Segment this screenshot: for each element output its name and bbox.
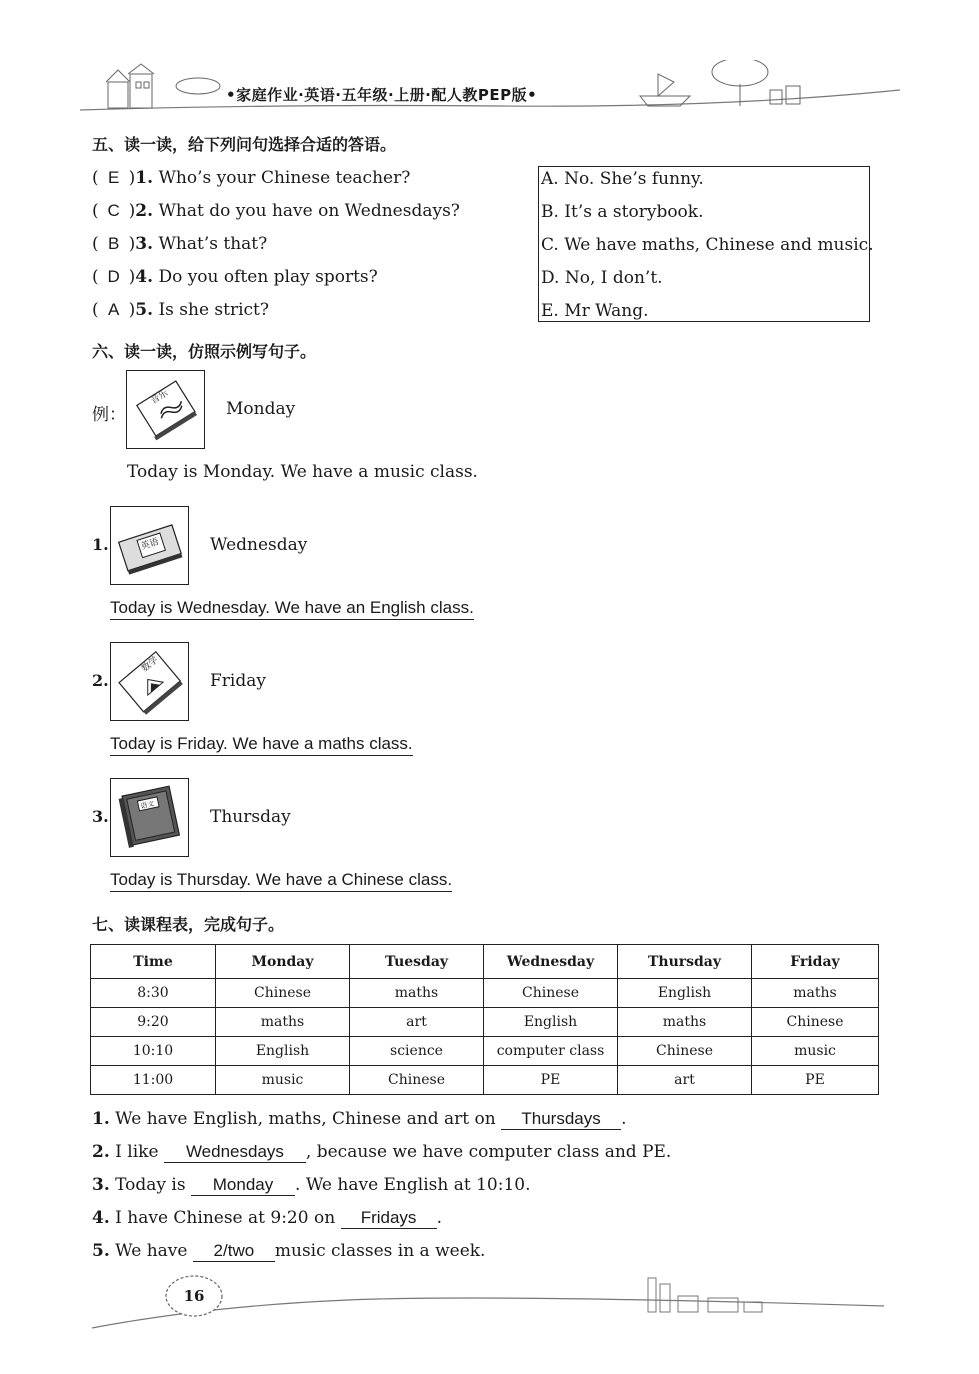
- column-header: Friday: [752, 945, 879, 979]
- table-cell: Chinese: [350, 1066, 484, 1095]
- section5-title: 五、读一读，给下列问句选择合适的答语。: [92, 135, 397, 154]
- table-cell: computer class: [484, 1037, 618, 1066]
- question-row: ( C )2. What do you have on Wednesdays?: [92, 201, 460, 221]
- table-cell: Chinese: [484, 979, 618, 1008]
- sentence-text: I have Chinese at 9:20 on: [115, 1208, 336, 1228]
- example-sentence: Today is Monday. We have a music class.: [127, 462, 478, 482]
- option-d: D. No, I don’t.: [541, 268, 663, 288]
- question-number: 3.: [135, 234, 154, 254]
- svg-text:音乐: 音乐: [149, 388, 170, 407]
- table-cell: 9:20: [91, 1008, 216, 1037]
- table-cell: maths: [618, 1008, 752, 1037]
- schedule-table: [90, 944, 879, 1095]
- column-header: Tuesday: [350, 945, 484, 979]
- fill-sentence: [92, 1208, 442, 1229]
- table-row: [91, 1008, 879, 1037]
- question-number: 5.: [135, 300, 154, 320]
- answer-blank: Thursdays: [501, 1109, 621, 1130]
- question-text: Do you often play sports?: [158, 267, 378, 287]
- table-cell: English: [216, 1037, 350, 1066]
- question-number: 2.: [135, 201, 154, 221]
- question-row: ( B )3. What’s that?: [92, 234, 268, 254]
- table-cell: 11:00: [91, 1066, 216, 1095]
- sentence-text: . We have English at 10:10.: [295, 1175, 531, 1195]
- fill-sentence: [92, 1142, 671, 1163]
- example-day: Monday: [226, 399, 296, 419]
- column-header: Wednesday: [484, 945, 618, 979]
- answer-letter: D: [107, 267, 120, 286]
- answer-letter: C: [107, 201, 120, 220]
- table-cell: 10:10: [91, 1037, 216, 1066]
- question-text: What’s that?: [158, 234, 268, 254]
- sentence-text: .: [436, 1208, 442, 1228]
- table-header-row: [91, 945, 879, 979]
- item-number: 3.: [92, 807, 109, 826]
- table-cell: Chinese: [216, 979, 350, 1008]
- music-book-picture: [126, 370, 205, 449]
- sentence-text: music classes in a week.: [274, 1241, 486, 1261]
- column-header: Monday: [216, 945, 350, 979]
- item-answer: Today is Wednesday. We have an English class.: [110, 598, 474, 620]
- question-text: Is she strict?: [158, 300, 270, 320]
- question-number: 1.: [135, 168, 154, 188]
- answer-blank: 2/two: [193, 1241, 275, 1262]
- table-cell: PE: [752, 1066, 879, 1095]
- example-label: 例：: [92, 405, 126, 425]
- item-answer: Today is Thursday. We have a Chinese class.: [110, 870, 452, 892]
- question-number: 4.: [135, 267, 154, 287]
- answer-blank: Wednesdays: [164, 1142, 306, 1163]
- chinese-book-picture: [110, 778, 189, 857]
- item-day: Friday: [210, 671, 266, 691]
- fill-sentence: [92, 1109, 626, 1130]
- table-cell: music: [752, 1037, 879, 1066]
- answer-letter: A: [107, 300, 120, 319]
- question-row: ( D )4. Do you often play sports?: [92, 267, 378, 287]
- question-row: ( E )1. Who’s your Chinese teacher?: [92, 168, 411, 188]
- question-row: ( A )5. Is she strict?: [92, 300, 270, 320]
- option-a: A. No. She’s funny.: [541, 169, 704, 189]
- table-cell: English: [618, 979, 752, 1008]
- maths-book-picture: [110, 642, 189, 721]
- book-icon: [111, 507, 188, 584]
- header-title: •家庭作业·英语·五年级·上册·配人教PEP版•: [226, 86, 538, 104]
- answer-blank: Fridays: [341, 1208, 437, 1229]
- sentence-number: 4.: [92, 1208, 110, 1228]
- table-row: [91, 1066, 879, 1095]
- svg-text:英语: 英语: [139, 537, 161, 553]
- sentence-text: We have English, maths, Chinese and art on: [115, 1109, 496, 1129]
- item-day: Wednesday: [210, 535, 308, 555]
- section7-title: 七、读课程表，完成句子。: [92, 915, 285, 934]
- answer-letter: E: [107, 168, 120, 187]
- svg-text:数学: 数学: [140, 655, 161, 675]
- answer-letter: B: [107, 234, 120, 253]
- svg-text:语文: 语文: [139, 799, 156, 811]
- item-day: Thursday: [210, 807, 291, 827]
- table-cell: art: [618, 1066, 752, 1095]
- sentence-number: 3.: [92, 1175, 110, 1195]
- sentence-number: 5.: [92, 1241, 110, 1261]
- fill-sentence: [92, 1175, 530, 1196]
- option-e: E. Mr Wang.: [541, 301, 649, 321]
- question-text: Who’s your Chinese teacher?: [158, 168, 411, 188]
- answer-blank: Monday: [191, 1175, 295, 1196]
- question-text: What do you have on Wednesdays?: [158, 201, 460, 221]
- book-icon: [127, 371, 204, 448]
- column-header: Time: [91, 945, 216, 979]
- sentence-text: We have: [115, 1241, 188, 1261]
- table-cell: 8:30: [91, 979, 216, 1008]
- table-cell: maths: [216, 1008, 350, 1037]
- book-icon: [111, 779, 188, 856]
- table-cell: English: [484, 1008, 618, 1037]
- table-cell: art: [350, 1008, 484, 1037]
- page-number: 16: [183, 1287, 205, 1305]
- sentence-number: 2.: [92, 1142, 110, 1162]
- book-icon: [111, 643, 188, 720]
- option-c: C. We have maths, Chinese and music.: [541, 235, 874, 255]
- sentence-text: .: [621, 1109, 627, 1129]
- item-number: 1.: [92, 535, 109, 554]
- sentence-number: 1.: [92, 1109, 110, 1129]
- table-row: [91, 979, 879, 1008]
- fill-sentence: [92, 1241, 485, 1262]
- column-header: Thursday: [618, 945, 752, 979]
- sentence-text: I like: [115, 1142, 159, 1162]
- option-b: B. It’s a storybook.: [541, 202, 704, 222]
- table-cell: music: [216, 1066, 350, 1095]
- table-row: [91, 1037, 879, 1066]
- table-cell: maths: [752, 979, 879, 1008]
- english-book-picture: [110, 506, 189, 585]
- table-cell: science: [350, 1037, 484, 1066]
- table-cell: PE: [484, 1066, 618, 1095]
- table-cell: Chinese: [752, 1008, 879, 1037]
- table-cell: Chinese: [618, 1037, 752, 1066]
- item-number: 2.: [92, 671, 109, 690]
- sentence-text: Today is: [115, 1175, 186, 1195]
- sentence-text: , because we have computer class and PE.: [305, 1142, 672, 1162]
- section6-title: 六、读一读，仿照示例写句子。: [92, 342, 317, 361]
- item-answer: Today is Friday. We have a maths class.: [110, 734, 413, 756]
- table-cell: maths: [350, 979, 484, 1008]
